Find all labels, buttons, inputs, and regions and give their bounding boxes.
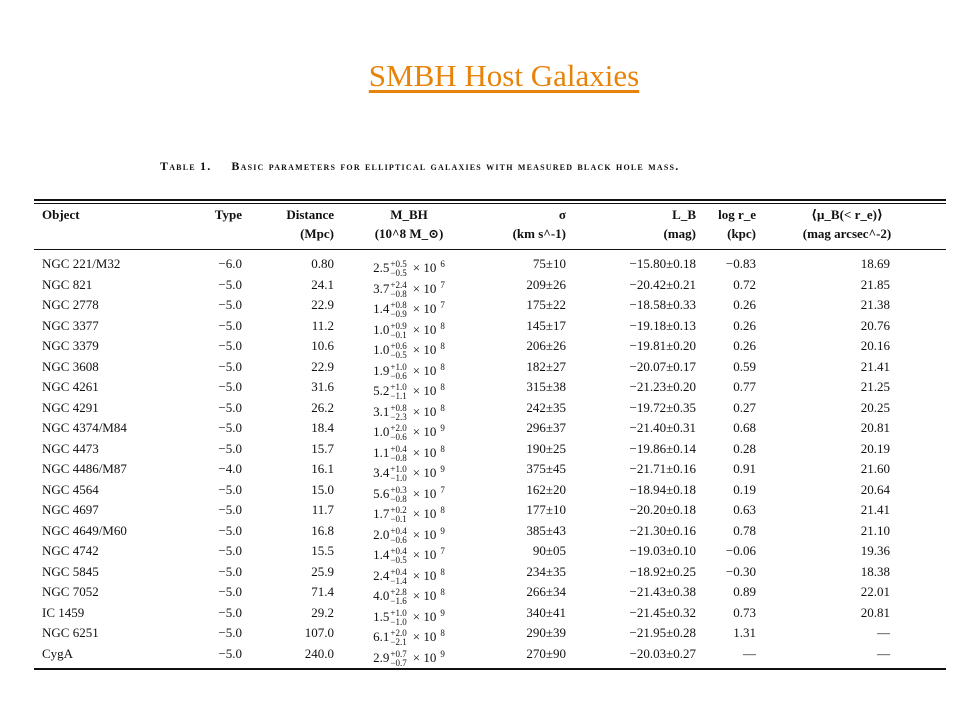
cell-luminosity: −19.18±0.13 xyxy=(629,317,696,333)
table-row xyxy=(34,521,946,545)
mass-error-plus: +0.9 xyxy=(390,320,407,331)
mass-value: 3.7 xyxy=(373,280,390,296)
times-sign: × 10 xyxy=(412,608,437,624)
cell-surface-brightness: 20.64 xyxy=(860,481,890,497)
mass-error-plus: +1.0 xyxy=(390,382,407,393)
mass-error-plus: +0.5 xyxy=(390,259,407,270)
cell-log-re: — xyxy=(743,645,756,661)
cell-sigma: 315±38 xyxy=(526,379,566,394)
cell-log-re: −0.83 xyxy=(725,256,756,271)
mass-exponent: 7 xyxy=(440,484,445,495)
times-sign: × 10 xyxy=(412,629,437,645)
cell-type: −5.0 xyxy=(218,297,242,312)
mass-error-minus: −1.0 xyxy=(390,473,407,484)
cell-luminosity: −21.30±0.16 xyxy=(629,522,696,538)
mass-error-minus: −1.1 xyxy=(390,391,407,402)
cell-distance: 26.2 xyxy=(311,399,334,415)
cell-luminosity: −20.07±0.17 xyxy=(629,358,696,374)
cell-object: NGC 4291 xyxy=(42,399,99,415)
mass-exponent: 7 xyxy=(440,279,445,290)
cell-sigma: 296±37 xyxy=(526,420,566,435)
mass-error-plus: +2.8 xyxy=(390,587,407,598)
mass-error-minus: −1.4 xyxy=(390,575,407,586)
cell-type: −6.0 xyxy=(218,256,242,271)
cell-sigma: 182±27 xyxy=(526,358,566,374)
cell-surface-brightness: 21.10 xyxy=(860,522,890,538)
table-row xyxy=(34,582,946,607)
cell-type: −5.0 xyxy=(218,543,242,558)
table-row xyxy=(34,500,946,525)
mass-error-plus: +0.2 xyxy=(390,505,407,516)
mass-value: 1.1 xyxy=(373,444,390,460)
cell-distance: 15.5 xyxy=(311,543,334,558)
mass-error-plus: +2.0 xyxy=(390,423,407,434)
mass-exponent: 8 xyxy=(440,361,445,372)
table-row xyxy=(34,541,946,566)
table-bottom-rule xyxy=(34,668,946,670)
times-sign: × 10 xyxy=(412,588,437,604)
cell-type: −5.0 xyxy=(218,584,242,599)
cell-surface-brightness: 21.41 xyxy=(860,358,890,374)
table-row xyxy=(34,623,946,648)
cell-object: NGC 4649/M60 xyxy=(42,522,127,538)
mass-exponent: 9 xyxy=(440,648,445,659)
cell-log-re: 0.27 xyxy=(733,399,756,415)
cell-log-re: 0.78 xyxy=(733,522,756,538)
cell-sigma: 162±20 xyxy=(526,481,566,497)
cell-type: −5.0 xyxy=(218,379,242,394)
cell-type: −5.0 xyxy=(218,358,242,374)
cell-object: NGC 4697 xyxy=(42,502,99,517)
cell-luminosity: −21.23±0.20 xyxy=(629,379,696,394)
times-sign: × 10 xyxy=(412,567,437,583)
cell-surface-brightness: 21.60 xyxy=(860,461,890,476)
mass-value: 1.4 xyxy=(373,301,390,317)
cell-sigma: 385±43 xyxy=(526,522,566,538)
mass-value: 1.0 xyxy=(373,424,390,440)
table-row xyxy=(34,357,946,381)
cell-distance: 31.6 xyxy=(311,379,334,394)
cell-type: −5.0 xyxy=(218,563,242,579)
cell-type: −4.0 xyxy=(218,461,242,476)
cell-sigma: 242±35 xyxy=(526,399,566,415)
cell-object: NGC 7052 xyxy=(42,584,99,599)
mass-error-plus: +0.8 xyxy=(390,300,407,311)
mass-value: 2.0 xyxy=(373,526,390,542)
mass-error-minus: −0.1 xyxy=(390,514,407,525)
cell-type: −5.0 xyxy=(218,338,242,353)
mass-error-minus: −0.8 xyxy=(390,493,407,504)
cell-object: NGC 4374/M84 xyxy=(42,420,127,435)
header-object: Object xyxy=(42,207,80,222)
table-row xyxy=(34,398,946,422)
cell-object: IC 1459 xyxy=(42,604,85,620)
mass-error-plus: +0.7 xyxy=(390,648,407,659)
mass-value: 1.0 xyxy=(373,321,390,337)
cell-surface-brightness: 20.81 xyxy=(860,420,890,435)
times-sign: × 10 xyxy=(412,547,437,563)
table-row xyxy=(34,562,946,586)
cell-distance: 11.7 xyxy=(311,502,334,517)
cell-luminosity: −19.72±0.35 xyxy=(629,399,696,415)
cell-object: NGC 221/M32 xyxy=(42,256,121,271)
table-row xyxy=(34,377,946,402)
cell-distance: 15.0 xyxy=(311,481,334,497)
cell-distance: 18.4 xyxy=(311,420,334,435)
mass-error-minus: −0.7 xyxy=(390,657,407,668)
cell-surface-brightness: 18.38 xyxy=(860,563,890,579)
times-sign: × 10 xyxy=(412,280,437,296)
cell-type: −5.0 xyxy=(218,420,242,435)
cell-sigma: 340±41 xyxy=(526,604,566,620)
cell-type: −5.0 xyxy=(218,481,242,497)
header-log-re: log r_e (kpc) xyxy=(718,207,756,241)
header-mass: M_BH (10^8 M_⊙) xyxy=(374,207,444,241)
mass-value: 1.7 xyxy=(373,506,390,522)
cell-type: −5.0 xyxy=(218,604,242,620)
cell-sigma: 175±22 xyxy=(526,297,566,312)
cell-log-re: −0.06 xyxy=(725,543,756,558)
cell-object: NGC 3377 xyxy=(42,317,99,333)
times-sign: × 10 xyxy=(412,444,437,460)
cell-luminosity: −21.71±0.16 xyxy=(629,461,696,476)
mass-error-minus: −2.3 xyxy=(390,411,407,422)
cell-distance: 107.0 xyxy=(304,625,334,640)
mass-error-minus: −0.8 xyxy=(390,288,407,299)
cell-distance: 0.80 xyxy=(311,256,334,271)
cell-sigma: 234±35 xyxy=(526,563,566,579)
cell-sigma: 75±10 xyxy=(532,256,566,271)
cell-log-re: 0.19 xyxy=(733,481,756,497)
header-sigma: σ (km s^-1) xyxy=(512,207,566,241)
mass-exponent: 8 xyxy=(440,320,445,331)
cell-distance: 29.2 xyxy=(311,604,334,620)
mass-error-plus: +0.4 xyxy=(390,566,407,577)
mass-error-plus: +1.0 xyxy=(390,607,407,618)
cell-sigma: 266±34 xyxy=(526,584,566,599)
cell-log-re: 0.91 xyxy=(733,461,756,476)
table-row xyxy=(34,275,946,299)
table-row xyxy=(34,459,946,484)
table-row xyxy=(34,480,946,504)
cell-luminosity: −21.45±0.32 xyxy=(629,604,696,620)
cell-sigma: 90±05 xyxy=(532,543,566,558)
cell-object: NGC 6251 xyxy=(42,625,99,640)
times-sign: × 10 xyxy=(412,321,437,337)
cell-surface-brightness: — xyxy=(877,625,890,640)
cell-log-re: 0.63 xyxy=(733,502,756,517)
mass-error-minus: −0.6 xyxy=(390,432,407,443)
cell-log-re: 0.89 xyxy=(733,584,756,599)
times-sign: × 10 xyxy=(412,506,437,522)
mass-error-minus: −2.1 xyxy=(390,637,407,648)
cell-log-re: 0.68 xyxy=(733,420,756,435)
cell-distance: 24.1 xyxy=(311,276,334,292)
mass-value: 2.4 xyxy=(373,567,390,583)
mass-exponent: 9 xyxy=(440,423,445,433)
mass-exponent: 9 xyxy=(440,525,445,536)
cell-type: −5.0 xyxy=(218,645,242,661)
cell-object: NGC 4486/M87 xyxy=(42,461,127,476)
cell-surface-brightness: 18.69 xyxy=(860,256,890,271)
cell-object: NGC 4473 xyxy=(42,440,99,456)
mass-value: 1.4 xyxy=(373,547,390,563)
cell-distance: 22.9 xyxy=(311,358,334,374)
mass-exponent: 9 xyxy=(440,464,445,474)
cell-sigma: 375±45 xyxy=(526,461,566,476)
table-top-rule-thin xyxy=(34,203,946,204)
mass-value: 3.4 xyxy=(373,465,390,481)
mass-error xyxy=(390,650,406,668)
mass-exponent: 9 xyxy=(440,607,445,618)
cell-surface-brightness: 20.19 xyxy=(860,440,890,456)
cell-luminosity: −20.03±0.27 xyxy=(629,645,696,661)
cell-type: −5.0 xyxy=(218,522,242,538)
mass-value: 3.1 xyxy=(373,403,390,419)
mass-error-minus: −0.5 xyxy=(390,350,407,361)
cell-sigma: 290±39 xyxy=(526,625,566,640)
mass-error-plus: +0.6 xyxy=(390,341,407,352)
cell-luminosity: −19.86±0.14 xyxy=(629,440,696,456)
cell-luminosity: −15.80±0.18 xyxy=(629,256,696,271)
table-row xyxy=(34,316,946,340)
mass-value: 6.1 xyxy=(373,629,390,645)
times-sign: × 10 xyxy=(412,383,437,399)
mass-error-minus: −0.5 xyxy=(390,268,407,279)
table-row xyxy=(34,295,946,320)
mass-error-minus: −0.5 xyxy=(390,555,407,566)
mass-exponent: 7 xyxy=(440,300,445,310)
cell-log-re: 0.72 xyxy=(733,276,756,292)
cell-object: NGC 4742 xyxy=(42,543,99,558)
cell-surface-brightness: 21.41 xyxy=(860,502,890,517)
cell-distance: 16.1 xyxy=(311,461,334,476)
cell-object: NGC 3379 xyxy=(42,338,99,353)
cell-distance: 15.7 xyxy=(311,440,334,456)
mass-exponent: 8 xyxy=(440,505,445,515)
mass-value: 1.5 xyxy=(373,608,390,624)
cell-distance: 10.6 xyxy=(311,338,334,353)
header-distance: Distance (Mpc) xyxy=(286,207,334,241)
mass-error-minus: −0.6 xyxy=(390,370,407,381)
cell-luminosity: −21.95±0.28 xyxy=(629,625,696,640)
cell-surface-brightness: 21.85 xyxy=(860,276,890,292)
mass-error-plus: +2.0 xyxy=(390,628,407,639)
mass-error-minus: −0.8 xyxy=(390,452,407,463)
cell-distance: 11.2 xyxy=(311,317,334,333)
table-caption-text: Basic parameters for elliptical galaxies with measured black hole mass. xyxy=(231,159,680,173)
times-sign: × 10 xyxy=(412,301,437,317)
mass-value: 1.0 xyxy=(373,342,390,358)
header-surface-brightness: ⟨μ_B(< r_e)⟩ (mag arcsec^-2) xyxy=(802,207,892,241)
cell-object: NGC 4564 xyxy=(42,481,99,497)
cell-surface-brightness: 20.25 xyxy=(860,399,890,415)
mass-error-plus: +2.4 xyxy=(390,279,407,290)
mass-value: 4.0 xyxy=(373,588,390,604)
cell-type: −5.0 xyxy=(218,317,242,333)
mass-error-minus: −0.6 xyxy=(390,534,407,545)
mass-error-plus: +0.4 xyxy=(390,443,407,454)
cell-object: NGC 4261 xyxy=(42,379,99,394)
cell-sigma: 270±90 xyxy=(526,645,566,661)
cell-type: −5.0 xyxy=(218,440,242,456)
times-sign: × 10 xyxy=(412,465,437,481)
mass-error-minus: −1.0 xyxy=(390,616,407,627)
cell-sigma: 190±25 xyxy=(526,440,566,456)
table-body xyxy=(34,254,946,668)
times-sign: × 10 xyxy=(412,260,437,276)
mass-error-minus: −0.1 xyxy=(390,329,407,340)
cell-object: NGC 3608 xyxy=(42,358,99,374)
mass-error-minus: −1.6 xyxy=(390,596,407,607)
cell-log-re: 0.26 xyxy=(733,338,756,353)
mass-error-plus: +1.0 xyxy=(390,464,407,475)
mass-error-plus: +0.8 xyxy=(390,402,407,413)
cell-surface-brightness: 20.76 xyxy=(860,317,890,333)
table-figure xyxy=(34,150,946,670)
table-row xyxy=(34,439,946,463)
cell-log-re: 0.77 xyxy=(733,379,756,394)
cell-luminosity: −18.92±0.25 xyxy=(629,563,696,579)
mass-exponent: 7 xyxy=(440,546,445,556)
cell-log-re: −0.30 xyxy=(725,563,756,579)
table-row xyxy=(34,418,946,443)
cell-mass xyxy=(334,644,484,669)
cell-luminosity: −20.42±0.21 xyxy=(629,276,696,292)
times-sign: × 10 xyxy=(412,403,437,419)
cell-log-re: 0.59 xyxy=(733,358,756,374)
cell-surface-brightness: 21.25 xyxy=(860,379,890,394)
cell-luminosity: −19.03±0.10 xyxy=(629,543,696,558)
mass-exponent: 8 xyxy=(440,587,445,597)
mass-error-plus: +0.4 xyxy=(390,525,407,536)
cell-sigma: 206±26 xyxy=(526,338,566,353)
mass-exponent: 8 xyxy=(440,443,445,454)
cell-distance: 22.9 xyxy=(311,297,334,312)
mass-exponent: 6 xyxy=(440,259,445,269)
cell-surface-brightness: 20.81 xyxy=(860,604,890,620)
mass-exponent: 8 xyxy=(440,341,445,351)
mass-exponent: 8 xyxy=(440,402,445,413)
cell-surface-brightness: 19.36 xyxy=(860,543,890,558)
cell-sigma: 177±10 xyxy=(526,502,566,517)
cell-luminosity: −18.58±0.33 xyxy=(629,297,696,312)
table-header-rule xyxy=(34,249,946,250)
header-luminosity: L_B (mag) xyxy=(663,207,696,241)
table-top-rule xyxy=(34,199,946,201)
cell-log-re: 0.28 xyxy=(733,440,756,456)
mass-error-plus: +0.3 xyxy=(390,484,407,495)
cell-surface-brightness: 22.01 xyxy=(860,584,890,599)
cell-surface-brightness: 21.38 xyxy=(860,297,890,312)
cell-object: NGC 2778 xyxy=(42,297,99,312)
table-caption xyxy=(160,158,860,174)
cell-luminosity: −19.81±0.20 xyxy=(629,338,696,353)
slide-title-link[interactable]: SMBH Host Galaxies xyxy=(368,58,640,93)
times-sign: × 10 xyxy=(412,342,437,358)
table-row xyxy=(34,644,946,668)
cell-log-re: 0.26 xyxy=(733,317,756,333)
cell-distance: 16.8 xyxy=(311,522,334,538)
mass-value: 1.9 xyxy=(373,362,390,378)
times-sign: × 10 xyxy=(412,424,437,440)
cell-luminosity: −21.43±0.38 xyxy=(629,584,696,599)
cell-type: −5.0 xyxy=(218,502,242,517)
cell-sigma: 145±17 xyxy=(526,317,566,333)
cell-log-re: 0.73 xyxy=(733,604,756,620)
cell-type: −5.0 xyxy=(218,276,242,292)
mass-error-minus: −0.9 xyxy=(390,309,407,320)
table-row xyxy=(34,254,946,279)
cell-type: −5.0 xyxy=(218,625,242,640)
mass-value: 2.9 xyxy=(373,649,390,665)
cell-distance: 25.9 xyxy=(311,563,334,579)
cell-type: −5.0 xyxy=(218,399,242,415)
cell-sigma: 209±26 xyxy=(526,276,566,292)
header-type: Type xyxy=(214,207,242,222)
times-sign: × 10 xyxy=(412,362,437,378)
mass-exponent: 8 xyxy=(440,382,445,392)
cell-luminosity: −18.94±0.18 xyxy=(629,481,696,497)
mass-exponent: 8 xyxy=(440,566,445,577)
cell-log-re: 1.31 xyxy=(733,625,756,640)
cell-distance: 71.4 xyxy=(311,584,334,599)
times-sign: × 10 xyxy=(412,649,437,665)
mass-error-plus: +0.4 xyxy=(390,546,407,557)
cell-luminosity: −21.40±0.31 xyxy=(629,420,696,435)
mass-value: 5.2 xyxy=(373,383,390,399)
cell-surface-brightness: — xyxy=(877,645,890,661)
table-row xyxy=(34,336,946,361)
times-sign: × 10 xyxy=(412,485,437,501)
mass-value: 2.5 xyxy=(373,260,390,276)
cell-object: NGC 821 xyxy=(42,276,93,292)
cell-object: NGC 5845 xyxy=(42,563,99,579)
cell-log-re: 0.26 xyxy=(733,297,756,312)
mass-error-plus: +1.0 xyxy=(390,361,407,372)
mass-value: 5.6 xyxy=(373,485,390,501)
cell-object: CygA xyxy=(42,645,74,661)
cell-luminosity: −20.20±0.18 xyxy=(629,502,696,517)
table-row xyxy=(34,603,946,627)
cell-surface-brightness: 20.16 xyxy=(860,338,890,353)
times-sign: × 10 xyxy=(412,526,437,542)
table-label: Table 1. xyxy=(160,159,212,173)
cell-distance: 240.0 xyxy=(304,645,334,661)
mass-exponent: 8 xyxy=(440,628,445,638)
